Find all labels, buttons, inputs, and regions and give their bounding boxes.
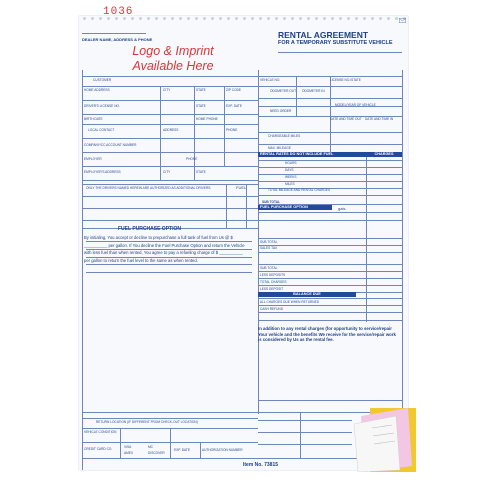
item-number: Item No. 73815 [243, 462, 279, 468]
perforation-hole [83, 17, 86, 20]
rule-line [258, 238, 402, 239]
label-need-order: NEED ORDER [270, 109, 292, 113]
rule-line [258, 298, 402, 299]
multipart-sample-sheets [352, 406, 416, 472]
fuel-purchase-bar [258, 205, 332, 210]
rule-line [82, 33, 146, 34]
rate-weeks: WEEKS [285, 175, 297, 179]
rule-line [258, 181, 402, 182]
column-line [330, 76, 331, 152]
label-contact-phone: PHONE [226, 128, 238, 132]
perforation-hole [259, 17, 262, 20]
rule-line [258, 271, 402, 272]
label-customer: CUSTOMER [93, 78, 112, 82]
drivers-note: ONLY THE DRIVERS NAMED HEREIN ARE AUTHORIZED AS ADDITIONAL DRIVERS. [86, 186, 212, 190]
perforation-hole [323, 17, 326, 20]
total-mileage-line: TOTAL MILEAGE AND RENTAL CHARGES [268, 188, 331, 192]
perforation-hole [251, 17, 254, 20]
label-odometer-in: ODOMETER IN [302, 89, 325, 93]
disclaimer-text: In addition to any rental charges (for opportunity to service/repair Your vehicle and the benefits We receive for the service/repair work is considered by Us as the rental fee. [258, 326, 396, 343]
rule-line [258, 278, 402, 279]
rate-days: DAYS [285, 168, 294, 172]
rule-line [82, 196, 258, 197]
label-visa: VISA [124, 445, 132, 449]
label-discover: DISCOVER [148, 451, 165, 455]
rule-line [82, 184, 258, 185]
rule-line [82, 76, 258, 77]
perforation-hole [355, 17, 358, 20]
perforation-hole [219, 17, 222, 20]
charge-less-deposits: LESS DEPOSITS [260, 273, 286, 277]
column-line [246, 184, 247, 228]
label-state: STATE [196, 88, 206, 92]
fuel-purchase-bar-label: FUEL PURCHASE OPTION [260, 205, 308, 209]
column-line [120, 428, 121, 458]
rule-line [258, 400, 402, 401]
label-odometer-out: ODOMETER OUT [270, 89, 297, 93]
rate-miles: MILES [285, 182, 295, 186]
rule-line [258, 212, 402, 213]
column-line [226, 184, 227, 228]
rule-line [258, 320, 402, 321]
page-subtitle: FOR A TEMPORARY SUBSTITUTE VEHICLE [278, 40, 393, 46]
charge-less-deposit: LESS DEPOSIT [260, 287, 284, 291]
rule-line [82, 166, 258, 167]
perforation-hole [395, 17, 398, 20]
perforation-hole [155, 17, 158, 20]
column-line [160, 86, 161, 180]
label-local-contact: LOCAL CONTACT [88, 128, 115, 132]
perforation-hole [91, 17, 94, 20]
label-employer-address: EMPLOYER'S ADDRESS [84, 170, 121, 174]
payment-cash-refund: CASH REFUND [260, 307, 284, 311]
fuel-option-text: By initialing, You accept or decline to prepurchase a full tank of fuel from Us @ $ __________ per gallon. If You decline the Fuel Purchase Option and return the Vehicle with less fuel than when rented, You agree to pay a refueling charge of $ __________ per gallon to return the fuel level to the same as when rented. [84, 235, 245, 264]
label-city: CITY [163, 88, 171, 92]
column-line [200, 442, 201, 458]
rule-line [258, 312, 402, 313]
fuel-option-title: FUEL PURCHASE OPTION [118, 226, 181, 232]
label-drivers-license: DRIVER'S LICENSE NO. [84, 104, 120, 108]
label-employer-state: STATE [196, 170, 206, 174]
charges-header-label: CHARGES [374, 152, 394, 156]
label-date-time-in: DATE AND TIME IN [365, 117, 394, 121]
perforation-hole [243, 17, 246, 20]
label-birth-date: BIRTH DATE [84, 117, 103, 121]
rule-line [258, 285, 402, 286]
label-return-location: RETURN LOCATION (IF DIFFERENT FROM CHECK-OUT LOCATION) [96, 420, 198, 424]
rates-header-bar [258, 152, 366, 157]
column-line [296, 76, 297, 116]
perforation-hole [299, 17, 302, 20]
rule-line [82, 124, 258, 125]
perforation-hole [363, 17, 366, 20]
rule-line [82, 152, 258, 153]
rule-line [82, 100, 258, 101]
balance-due-label: BALANCE DUE [293, 292, 321, 296]
label-employer-city: CITY [163, 170, 171, 174]
rule-line [258, 252, 402, 253]
logo-line-2: Available Here [132, 59, 214, 73]
envelope-icon [399, 18, 406, 23]
perforation-hole [203, 17, 206, 20]
dealer-line: DEALER NAME, ADDRESS & PHONE [82, 37, 153, 42]
rule-line [82, 86, 258, 87]
rule-line [258, 174, 402, 175]
charge-sales-tax: SALES TAX [260, 246, 278, 250]
perforation-hole [347, 17, 350, 20]
column-line [170, 428, 171, 458]
fuel-text-line [86, 272, 252, 273]
perforation-hole [227, 17, 230, 20]
charge-sub-total: SUB TOTAL [260, 240, 278, 244]
label-employer: EMPLOYER [84, 157, 102, 161]
perforation-hole [171, 17, 174, 20]
rule-line [258, 264, 402, 265]
perforation-hole [179, 17, 182, 20]
perforation-hole [163, 17, 166, 20]
charge-total: TOTAL CHARGES [260, 280, 287, 284]
label-license-no: LICENSE NO./STATE [330, 78, 361, 82]
rule-line [258, 195, 402, 196]
column-line [224, 86, 225, 166]
rule-line [82, 220, 258, 221]
rates-sub-total: SUB TOTAL [262, 200, 280, 204]
label-credit-card: CREDIT CARD CO. [84, 447, 113, 451]
label-date-time-out: DATE AND TIME OUT [330, 117, 362, 121]
label-amex: AMEX [124, 451, 134, 455]
label-vehicle-no: VEHICLE NO. [260, 78, 281, 82]
charges-column [366, 152, 367, 322]
label-exp-date-card: EXP. DATE [174, 448, 191, 452]
logo-imprint [118, 44, 228, 74]
label-model-year: MODEL/YEAR OF VEHICLE [335, 103, 376, 107]
perforation-hole [339, 17, 342, 20]
rule-line [258, 220, 402, 221]
label-contact-address: ADDRESS [163, 128, 179, 132]
perforation-hole [291, 17, 294, 20]
label-home-phone: HOME PHONE [196, 117, 218, 121]
rate-hours: HOURS [285, 161, 297, 165]
rule-line [82, 180, 258, 181]
column-line [194, 86, 195, 180]
label-exp-date: EXP. DATE [226, 104, 243, 108]
perforation-hole [147, 17, 150, 20]
perforation-hole [275, 17, 278, 20]
rule-line [82, 208, 258, 209]
perforation-hole [331, 17, 334, 20]
perforation-hole [139, 17, 142, 20]
perforation-hole [315, 17, 318, 20]
rule-line [258, 444, 352, 445]
logo-line-1: Logo & Imprint [132, 44, 214, 58]
perforation-hole [99, 17, 102, 20]
rule-line [82, 114, 258, 115]
rule-line [278, 52, 402, 53]
perforation-hole [187, 17, 190, 20]
rule-line [258, 160, 402, 161]
label-company-account: COMPANY/CC ACCOUNT NUMBER [84, 143, 137, 147]
gals-label: gals. [338, 206, 347, 211]
rule-line [82, 138, 258, 139]
page-title: RENTAL AGREEMENT [278, 30, 369, 40]
label-chargeable-miles: CHARGEABLE MILES [268, 134, 301, 138]
label-zip: ZIP CODE [226, 88, 241, 92]
rule-line [258, 167, 402, 168]
perforation-hole [371, 17, 374, 20]
charges-header-bar [366, 152, 402, 157]
perforation-hole [307, 17, 310, 20]
label-vehicle-condition: VEHICLE CONDITION [84, 430, 117, 434]
rule-line [82, 418, 258, 419]
fuel-column-label: FUEL [236, 185, 247, 190]
rule-line [258, 305, 402, 306]
balance-due-bar [258, 292, 356, 297]
form-number: 1036 [103, 6, 134, 18]
rule-line [258, 420, 352, 421]
label-mc: MC [148, 445, 153, 449]
label-authorization: AUTHORIZATION NUMBER [202, 448, 243, 452]
perforation-hole [195, 17, 198, 20]
payment-all-charges: ALL CHARGES DUE WHEN RETURNED [260, 300, 320, 304]
label-license-state: STATE [196, 104, 206, 108]
rule-line [258, 432, 352, 433]
left-border [82, 70, 83, 470]
center-divider [258, 70, 259, 414]
rates-header-label: RENTAL RATES DO NOT INCLUDE FUEL [260, 152, 334, 156]
label-employer-phone: PHONE [186, 157, 198, 161]
perforation-hole [235, 17, 238, 20]
charge-sub-total-2: SUB TOTAL [260, 266, 278, 270]
perforation-hole [267, 17, 270, 20]
column-line [300, 412, 301, 458]
perforation-hole [211, 17, 214, 20]
perforation-hole [283, 17, 286, 20]
perforation-hole [379, 17, 382, 20]
label-max-mileage: MAX. MILEAGE [268, 146, 291, 150]
label-home-address: HOME ADDRESS [84, 88, 110, 92]
perforation-hole [387, 17, 390, 20]
right-border [402, 70, 403, 414]
rule-line [258, 245, 402, 246]
